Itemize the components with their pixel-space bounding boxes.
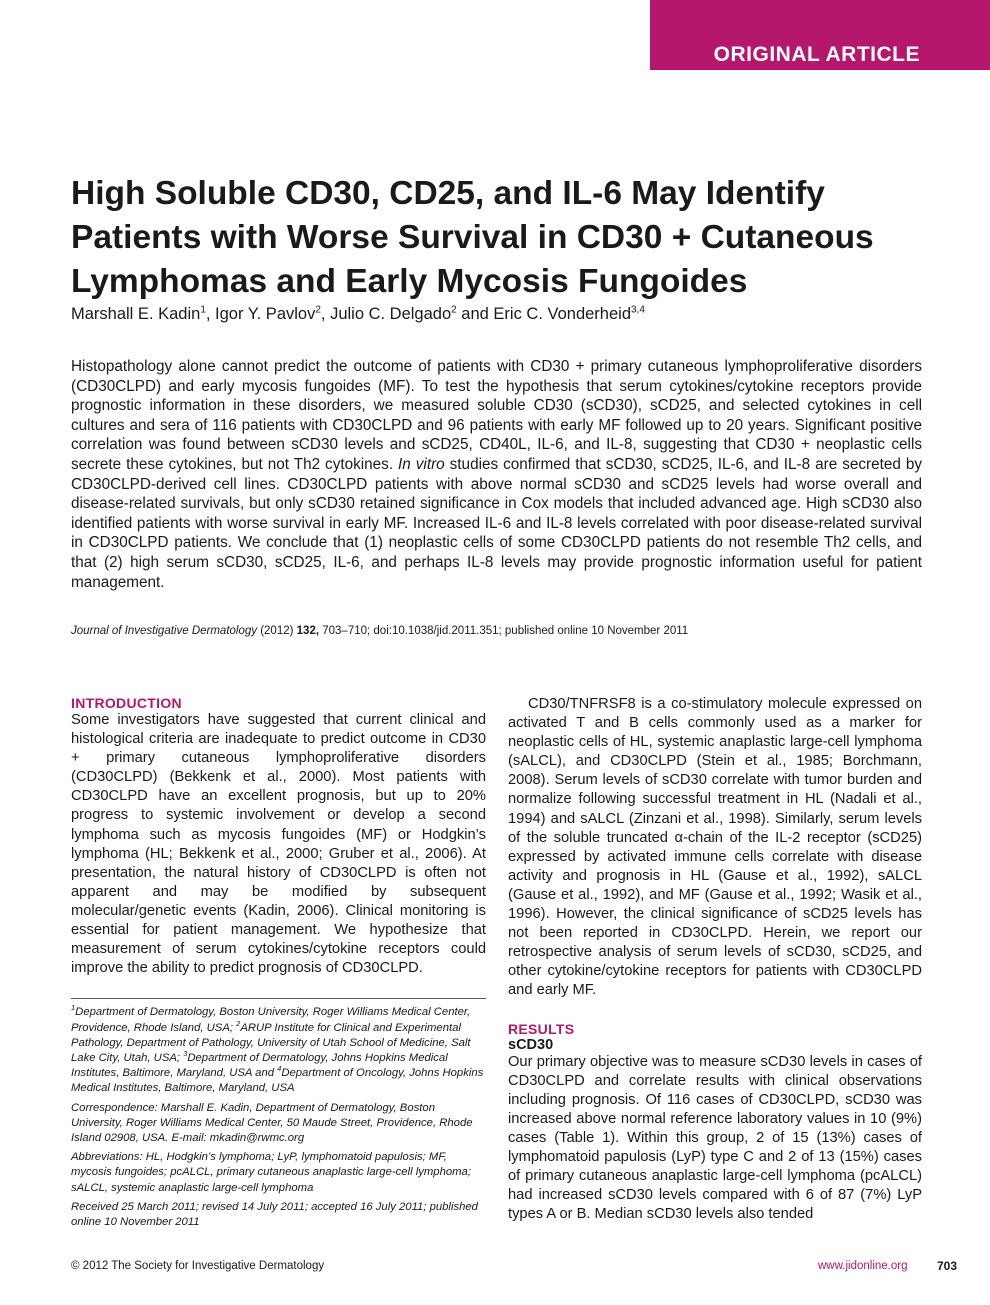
footnote-divider — [71, 998, 486, 999]
affiliation-marker: 2 — [236, 1018, 241, 1028]
scd30-subheading: sCD30 — [508, 1036, 554, 1053]
abstract-text: studies confirmed that sCD30, sCD25, IL-6, and IL-8 are secreted by CD30CLPD-derived cell lines. CD30CLPD patients with above normal sCD30 and sCD25 levels had worse overall and disease-related survivals, but only sCD30 retained significance in Cox models that included advanced age. High sCD30 also identified patients with worse survival in early MF. Increased IL-6 and IL-8 levels correlated with poor disease-related survival in CD30CLPD patients. We conclude that (1) neoplastic cells of some CD30CLPD patients do not resemble Th2 cells, and that (2) high serum sCD30, sCD25, IL-6, and perhaps IL-8 levels may provide prognostic information useful for patient management. — [71, 455, 922, 591]
journal-url-link[interactable]: www.jidonline.org — [818, 1260, 908, 1272]
affiliation-marker: 1 — [71, 1003, 76, 1013]
article-type-label: ORIGINAL ARTICLE — [713, 43, 920, 66]
left-column — [71, 695, 486, 1234]
affiliation-marker: 1 — [200, 304, 206, 316]
affiliation-marker: 3,4 — [631, 304, 645, 316]
journal-name: Journal of Investigative Dermatology — [71, 625, 258, 637]
affiliation-marker: 4 — [277, 1064, 282, 1074]
right-column — [508, 695, 922, 1224]
abstract-text: Histopathology alone cannot predict the outcome of patients with CD30 + primary cutaneous lymphoproliferative disorders (CD30CLPD) and early mycosis fungoides (MF). To test the hypothesis that serum cytokines/cytokine receptors provide prognostic information in these disorders, we measured soluble CD30 (sCD30), sCD25, and selected cytokines in cell cultures and sera of 116 patients with CD30CLPD and 96 patients with early MF followed up to 20 years. Significant positive correlation was found between sCD30 levels and sCD25, CD40L, IL-6, and IL-8, suggesting that CD30 + neoplastic cells secrete these cytokines, but not Th2 cytokines. — [71, 358, 922, 473]
author-list — [71, 305, 645, 324]
page-number: 703 — [937, 1259, 958, 1273]
affiliations-footnote — [71, 1005, 486, 1096]
introduction-text: Some investigators have suggested that current clinical and histological criteria are inadequate to predict outcome in CD30 + primary cutaneous lymphoproliferative disorders (CD30CLPD) (Bekkenk et al., 2000). Most patients with CD30CLPD have an excellent prognosis, but up to 20% progress to systemic involvement or develop a second lymphoma such as mycosis fungoides (MF) or Hodgkin’s lymphoma (HL; Bekkenk et al., 2000; Gruber et al., 2006). At presentation, the natural history of CD30CLPD is often not apparent and may be modified by subsequent molecular/genetic events (Kadin, 2006). Clinical monitoring is essential for patient management. We hypothesize that measurement of serum cytokines/cytokine receptors could improve the ability to predict prognosis of CD30CLPD. — [71, 712, 486, 977]
copyright-notice: © 2012 The Society for Investigative Dermatology — [71, 1260, 325, 1272]
affiliation-text: Department of Oncology, Johns Hopkins Medical Institutes, Baltimore, Maryland, USA — [71, 1067, 484, 1095]
author-name: , Julio C. Delgado — [320, 305, 452, 323]
affiliation-text: Department of Dermatology, Johns Hopkins Medical Institutes, Baltimore, Maryland, USA and — [71, 1051, 448, 1080]
citation-year: (2012) — [257, 625, 297, 637]
title-line: Lymphomas and Early Mycosis Fungoides — [71, 263, 748, 300]
article-type-banner — [650, 0, 990, 70]
author-name: and Eric C. Vonderheid — [456, 305, 631, 323]
affiliation-text: Department of Dermatology, Boston University, Roger Williams Medical Center, Providence, Rhode Island, USA; — [71, 1006, 471, 1034]
results-text: Our primary objective was to measure sCD30 levels in cases of CD30CLPD and correlate results with clinical observations including prognosis. Of 116 cases of CD30CLPD, sCD30 was increased above normal reference laboratory values in 10 (9%) cases (Table 1). Within this group, 2 of 15 (13%) cases of lymphomatoid papulosis (LyP) type C and 2 of 13 (15%) cases of primary cutaneous anaplastic large-cell lymphoma (pcALCL) had increased sCD30 levels compared with 6 of 87 (7%) LyP types A or B. Median sCD30 levels also tended — [508, 1053, 922, 1223]
affiliation-marker: 3 — [183, 1049, 188, 1059]
affiliation-marker: 2 — [451, 304, 457, 316]
abstract — [71, 357, 922, 592]
background-text: CD30/TNFRSF8 is a co-stimulatory molecule expressed on activated T and B cells commonly used as a marker for neoplastic cells of HL, systemic anaplastic large-cell lymphoma (sALCL), and CD30CLPD (Stein et al., 1985; Borchmann, 2008). Serum levels of sCD30 correlate with tumor burden and normalize following successful treatment in HL (Nadali et al., 1994) and sALCL (Zinzani et al., 1998). Similarly, serum levels of the soluble truncated α-chain of the IL-2 receptor (sCD25) expressed by activated immune cells correlate with disease activity and prognosis in HL (Gause et al., 1992), sALCL (Gause et al., 1992), and MF (Gause et al., 1992; Wasik et al., 1996). However, the clinical significance of sCD25 levels has not been reported in CD30CLPD. Herein, we report our retrospective analysis of serum levels of sCD30, sCD25, and other cytokine/cytokine receptors for patients with CD30CLPD and early MF. — [508, 696, 922, 999]
abbreviations-footnote: Abbreviations: HL, Hodgkin’s lymphoma; LyP, lymphomatoid papulosis; MF, mycosis fungoides; pcALCL, primary cutaneous anaplastic large-cell lymphoma; sALCL, systemic anaplastic large-cell lymphoma — [71, 1151, 471, 1194]
affiliation-marker: 2 — [315, 304, 321, 316]
article-title — [71, 172, 931, 304]
title-line: Patients with Worse Survival in CD30 + Cutaneous — [71, 219, 874, 256]
journal-citation — [71, 625, 688, 637]
correspondence-footnote: Correspondence: Marshall E. Kadin, Department of Dermatology, Boston University, Roger Williams Medical Center, 50 Maude Street, Providence, Rhode Island 02908, USA. E-mail: mkadin@rwmc.org — [71, 1101, 473, 1144]
received-footnote: Received 25 March 2011; revised 14 July 2011; accepted 16 July 2011; published online 10 November 2011 — [71, 1200, 478, 1228]
citation-details: 703–710; doi:10.1038/jid.2011.351; published online 10 November 2011 — [319, 625, 689, 637]
introduction-heading: INTRODUCTION — [71, 695, 182, 711]
results-heading: RESULTS — [508, 1020, 575, 1037]
citation-volume: 132, — [296, 625, 320, 637]
author-name: Marshall E. Kadin — [71, 305, 201, 323]
abstract-italic: In vitro — [398, 455, 445, 473]
affiliation-text: ARUP Institute for Clinical and Experimental Pathology, Department of Pathology, University of Utah School of Medicine, Salt Lake City, Utah, USA; — [71, 1021, 471, 1064]
author-name: , Igor Y. Pavlov — [205, 305, 316, 323]
title-line: High Soluble CD30, CD25, and IL-6 May Identify — [71, 175, 825, 212]
